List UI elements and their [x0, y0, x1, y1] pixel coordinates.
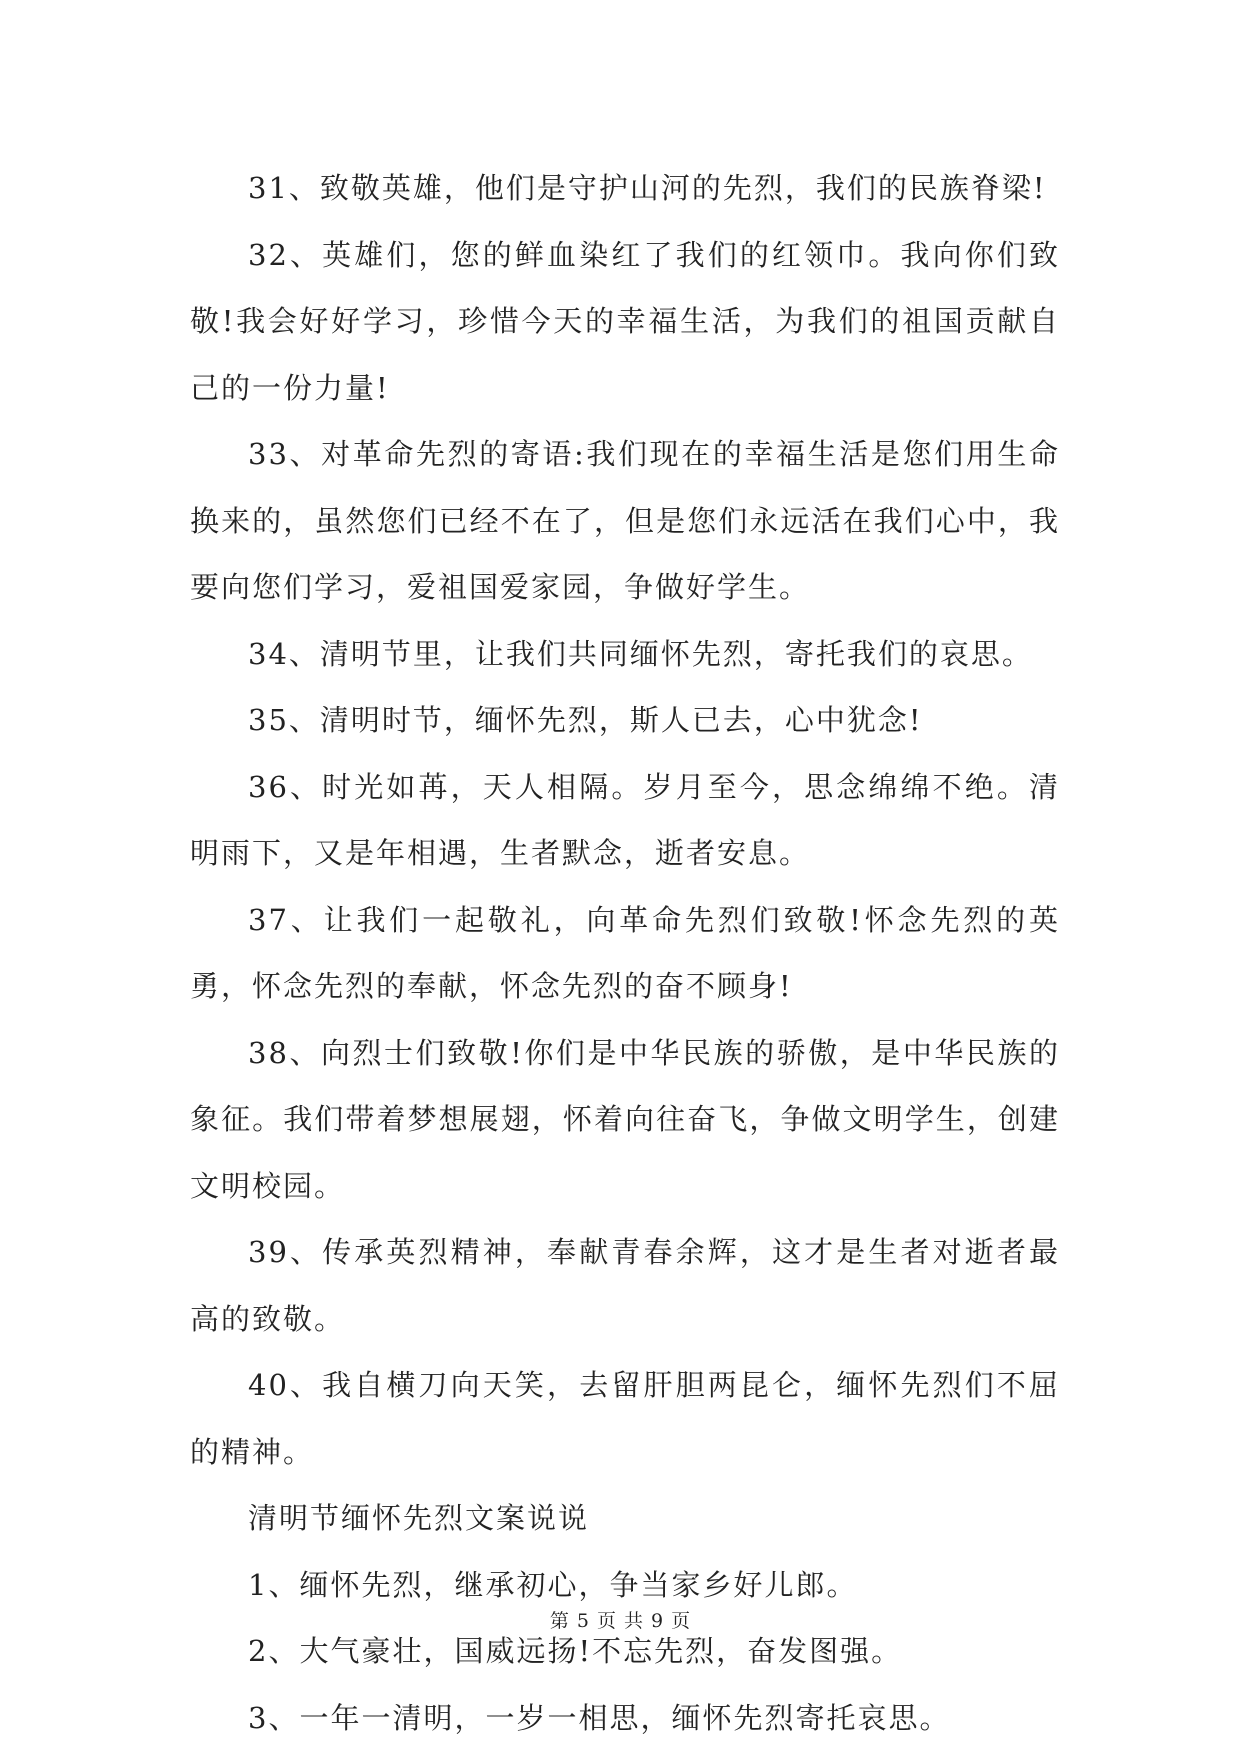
paragraph-34: 34、清明节里，让我们共同缅怀先烈，寄托我们的哀思。: [248, 636, 1033, 671]
section-heading: 清明节缅怀先烈文案说说: [248, 1501, 590, 1535]
paragraph-40: 40、我自横刀向天笑，去留肝胆两昆仑，缅怀先烈们不屈的精神。: [190, 1368, 1060, 1469]
paragraph-37: 37、让我们一起敬礼，向革命先烈们致敬!怀念先烈的英勇，怀念先烈的奉献，怀念先烈的奋不顾身!: [190, 902, 1060, 1003]
paragraph-36: 36、时光如苒，天人相隔。岁月至今，思念绵绵不绝。清明雨下，又是年相遇，生者默念，逝者安息。: [190, 769, 1060, 870]
paragraph-39: 39、传承英烈精神，奉献青春余辉，这才是生者对逝者最高的致敬。: [190, 1235, 1060, 1336]
paragraph-31: 31、致敬英雄，他们是守护山河的先烈，我们的民族脊梁!: [248, 171, 1047, 205]
list-item-1: 1、缅怀先烈，继承初心，争当家乡好儿郎。: [248, 1567, 858, 1602]
page-footer: 第 5 页 共 9 页: [549, 1610, 692, 1632]
paragraph-32: 32、英雄们，您的鲜血染红了我们的红领巾。我向你们致敬!我会好好学习，珍惜今天的幸福生活，为我们的祖国贡献自己的一份力量!: [190, 237, 1060, 405]
paragraph-38: 38、向烈士们致敬!你们是中华民族的骄傲，是中华民族的象征。我们带着梦想展翅，怀着向往奋飞，争做文明学生，创建文明校园。: [190, 1035, 1060, 1203]
list-item-3: 3、一年一清明，一岁一相思，缅怀先烈寄托哀思。: [248, 1700, 951, 1735]
document-body: [190, 155, 1060, 1751]
paragraph-33: 33、对革命先烈的寄语:我们现在的幸福生活是您们用生命换来的，虽然您们已经不在了，但是您们永远活在我们心中，我要向您们学习，爱祖国爱家园，争做好学生。: [190, 437, 1060, 604]
paragraph-35: 35、清明时节，缅怀先烈，斯人已去，心中犹念!: [248, 703, 923, 737]
list-item-2: 2、大气豪壮，国威远扬!不忘先烈，奋发图强。: [248, 1634, 903, 1668]
